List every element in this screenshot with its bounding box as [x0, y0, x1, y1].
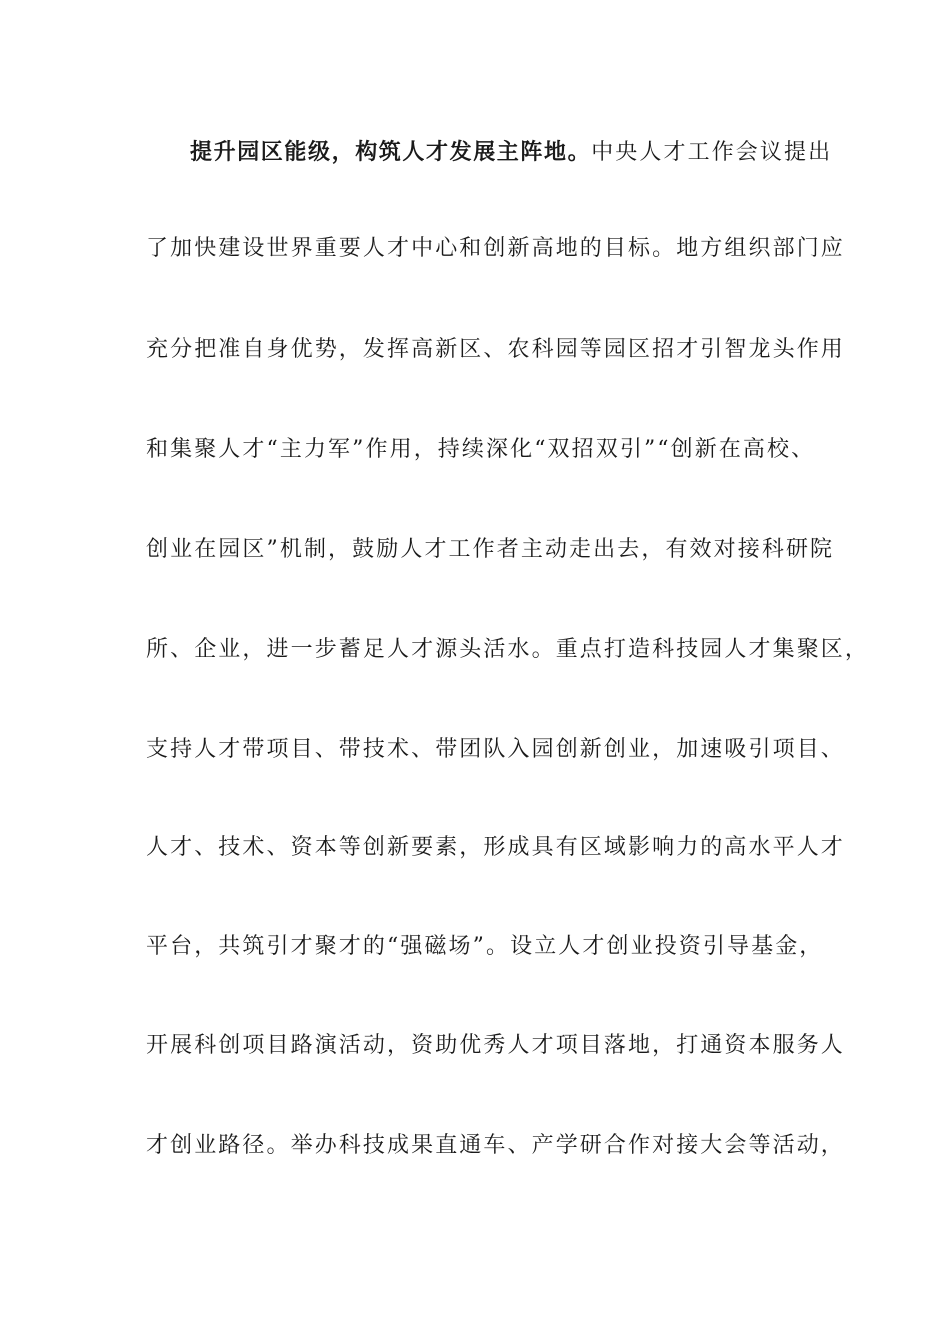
paragraph-line-3: 充分把准自身优势，发挥高新区、农科园等园区招才引智龙头作用: [146, 337, 845, 362]
paragraph-line-10: 开展科创项目路演活动，资助优秀人才项目落地，打通资本服务人: [146, 1033, 845, 1058]
paragraph-line-11: 才创业路径。举办科技成果直通车、产学研合作对接大会等活动，: [146, 1133, 845, 1158]
paragraph-line-9: 平台，共筑引才聚才的“强磁场”。设立人才创业投资引导基金，: [146, 934, 824, 959]
paragraph-line-2: 了加快建设世界重要人才中心和创新高地的目标。地方组织部门应: [146, 236, 845, 261]
paragraph-text: 中央人才工作会议提出: [591, 140, 833, 165]
paragraph-line-1: [190, 132, 833, 172]
paragraph-line-4: 和集聚人才“主力军”作用，持续深化“双招双引”“创新在高校、: [146, 437, 816, 462]
paragraph-line-5: 创业在园区”机制，鼓励人才工作者主动走出去，有效对接科研院: [146, 537, 835, 562]
paragraph-heading: 提升园区能级，构筑人才发展主阵地。: [190, 139, 592, 165]
paragraph-line-8: 人才、技术、资本等创新要素，形成具有区域影响力的高水平人才: [146, 835, 845, 860]
paragraph-line-6: 所、企业，进一步蓄足人才源头活水。重点打造科技园人才集聚区，: [146, 637, 870, 662]
paragraph-line-7: 支持人才带项目、带技术、带团队入园创新创业，加速吸引项目、: [146, 737, 845, 762]
